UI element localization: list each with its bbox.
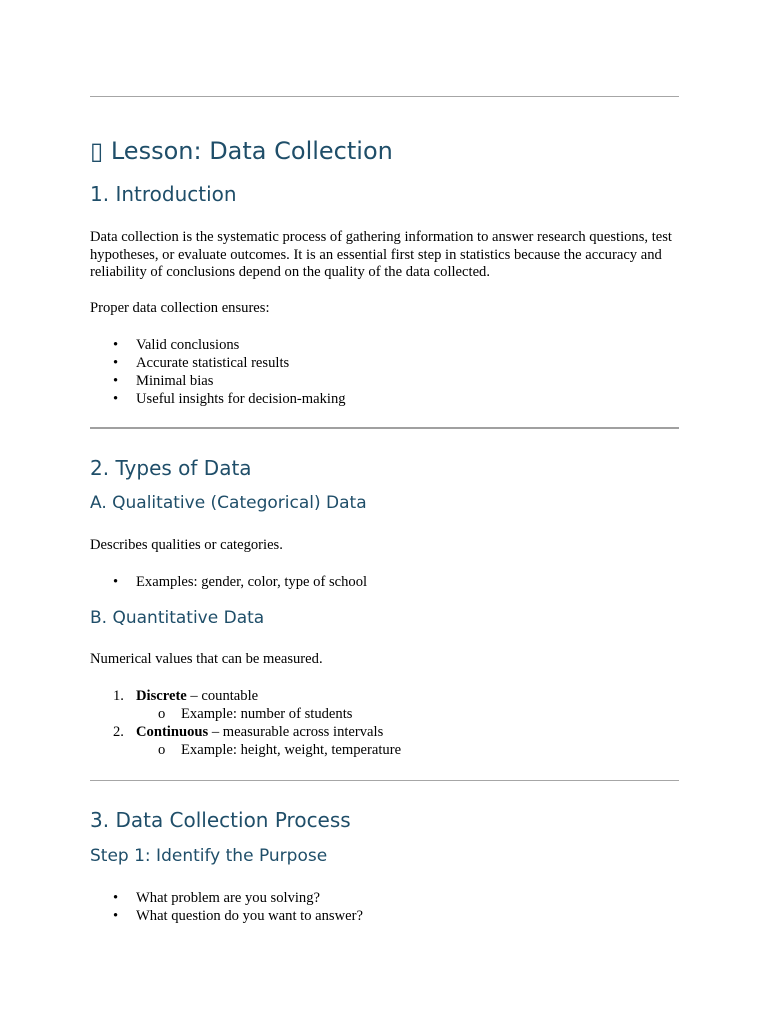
page-title: [90, 137, 393, 165]
term-description: – countable: [186, 688, 259, 704]
list-item: Valid conclusions: [136, 337, 240, 353]
bullet-marker: •: [113, 908, 119, 924]
bullet-marker: •: [113, 373, 119, 389]
sub-bullet-marker: o: [158, 742, 166, 758]
subheading-qualitative: A. Qualitative (Categorical) Data: [90, 493, 367, 513]
page-title-text: Lesson: Data Collection: [110, 137, 393, 165]
top-divider: [90, 96, 679, 97]
title-icon: ▯: [90, 137, 104, 165]
term-description: – measurable across intervals: [208, 724, 384, 740]
qualitative-paragraph: Describes qualities or categories.: [90, 537, 283, 553]
intro-lead-text: Proper data collection ensures:: [90, 300, 270, 316]
sub-list-item: Example: number of students: [181, 706, 353, 722]
bullet-marker: •: [113, 574, 119, 590]
bullet-marker: •: [113, 890, 119, 906]
list-item: What problem are you solving?: [136, 890, 320, 906]
term-continuous: Continuous: [136, 724, 209, 740]
bullet-marker: •: [113, 337, 119, 353]
list-item: Examples: gender, color, type of school: [136, 574, 368, 590]
section-heading-introduction: 1. Introduction: [90, 182, 237, 206]
list-item: Useful insights for decision-making: [136, 391, 346, 407]
list-item: [136, 687, 258, 705]
quantitative-paragraph: Numerical values that can be measured.: [90, 651, 323, 667]
list-item: Accurate statistical results: [136, 355, 290, 371]
section-heading-types-of-data: 2. Types of Data: [90, 456, 252, 480]
section-heading-data-collection-process: 3. Data Collection Process: [90, 808, 351, 832]
subheading-quantitative: B. Quantitative Data: [90, 608, 265, 628]
intro-paragraph: Data collection is the systematic process of gathering information to answer research questions, test hypotheses, or evaluate outcomes. It is an essential first step in statistics because the accuracy and reliability of conclusions depend on the quality of the data collected.: [90, 229, 672, 280]
list-item: Minimal bias: [136, 373, 214, 389]
sub-bullet-marker: o: [158, 706, 166, 722]
list-item: [136, 723, 383, 741]
term-discrete: Discrete: [136, 688, 187, 704]
list-number: 1.: [113, 688, 124, 704]
sub-list-item: Example: height, weight, temperature: [181, 742, 402, 758]
bullet-marker: •: [113, 391, 119, 407]
section-divider: [90, 427, 679, 429]
list-item: What question do you want to answer?: [136, 908, 363, 924]
list-number: 2.: [113, 724, 124, 740]
subheading-step-1: Step 1: Identify the Purpose: [90, 846, 328, 866]
section-divider: [90, 780, 679, 781]
bullet-marker: •: [113, 355, 119, 371]
